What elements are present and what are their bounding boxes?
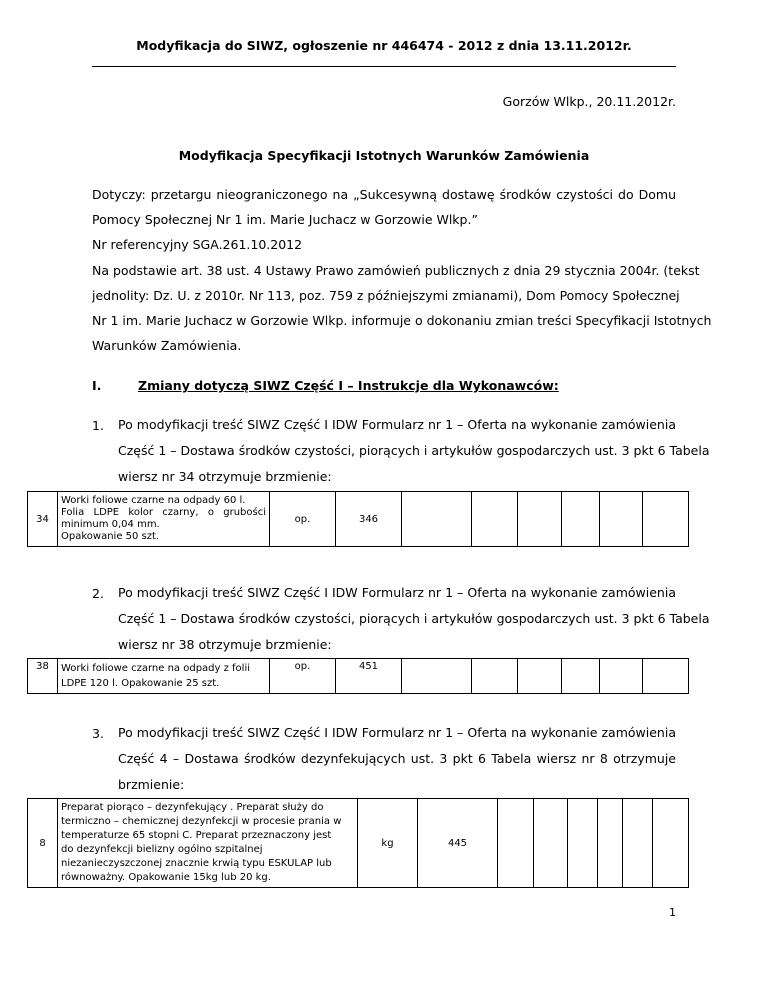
section-number: I. [92,378,102,393]
description-line: LDPE 120 l. Opakowanie 25 szt. [61,678,220,689]
item-line: Część 1 – Dostawa środków czystości, piorących i artykułów gospodarczych ust. 3 pkt 6 Tabela [118,611,710,626]
empty-cell [598,799,623,888]
concerns-line: Pomocy Społecznej Nr 1 im. Marie Juchacz w Gorzowie Wlkp.” [92,212,478,227]
empty-cell [600,659,643,694]
item-number: 1. [92,418,104,433]
basis-line: Na podstawie art. 38 ust. 4 Ustawy Prawo zamówień publicznych z dnia 29 stycznia 2004r. (tekst [92,263,700,278]
empty-cell [562,492,600,547]
description-line: Opakowanie 50 szt. [61,531,160,542]
concerns-line: Dotyczy: przetargu nieograniczonego na „Sukcesywną dostawę środków czystości do Domu [92,187,676,202]
row-description [58,659,270,694]
empty-cell [653,799,689,888]
empty-cell [568,799,598,888]
basis-line: Nr 1 im. Marie Juchacz w Gorzowie Wlkp. informuje o dokonaniu zmian treści Specyfikacji Istotnych [92,313,712,328]
row-lp: 38 [28,659,58,694]
empty-cell [623,799,653,888]
item-line: Po modyfikacji treść SIWZ Część I IDW Formularz nr 1 – Oferta na wykonanie zamówienia [118,417,676,432]
page-number: 1 [669,906,676,919]
row-lp: 34 [28,492,58,547]
row-quantity: 451 [336,659,402,694]
row-lp: 8 [28,799,58,888]
item-text [118,580,710,658]
description-line: Worki foliowe czarne na odpady z folii [61,663,251,674]
item-line: Po modyfikacji treść SIWZ Część I IDW Formularz nr 1 – Oferta na wykonanie zamówienia [118,585,676,600]
description-line: Worki foliowe czarne na odpady 60 l. [61,495,246,506]
description-line: równoważny. Opakowanie 15kg lub 20 kg. [61,872,271,883]
basis-paragraph [92,258,712,358]
empty-cell [402,492,472,547]
description-line: Folia LDPE kolor czarny, o grubości [61,507,266,518]
row-quantity: 346 [336,492,402,547]
description-line: temperaturze 65 stopni C. Preparat przeznaczony jest [61,830,332,841]
empty-cell [498,799,534,888]
description-line: niezanieczyszczonej znacznie krwią typu ESKULAP lub [61,858,332,869]
empty-cell [518,492,562,547]
item-line: brzmienie: [118,777,185,792]
table-row [27,658,689,694]
description-line: termiczno – chemicznej dezynfekcji w procesie prania w [61,816,342,827]
row-description [58,492,270,547]
item-line: wiersz nr 34 otrzymuje brzmienie: [118,469,332,484]
row-unit: kg [358,799,418,888]
concerns-paragraph [92,182,676,257]
table-row [27,491,689,547]
item-line: Po modyfikacji treść SIWZ Część I IDW Formularz nr 1 – Oferta na wykonanie zamówienia [118,725,676,740]
item-line: Część 4 – Dostawa środków dezynfekujących ust. 3 pkt 6 Tabela wiersz nr 8 otrzymuje [118,751,676,766]
document-title: Modyfikacja Specyfikacji Istotnych Warunków Zamówienia [178,148,590,163]
description-line: do dezynfekcji bielizny ogólno szpitalnej [61,844,263,855]
item-number: 2. [92,586,104,601]
description-line: Preparat piorąco – dezynfekujący . Preparat służy do [61,802,324,813]
item-text [118,720,676,798]
empty-cell [402,659,472,694]
empty-cell [534,799,568,888]
row-description [58,799,358,888]
description-line: minimum 0,04 mm. [61,519,160,530]
row-unit: op. [270,659,336,694]
section-title: Zmiany dotyczą SIWZ Część I – Instrukcje dla Wykonawców: [138,378,559,393]
basis-line: jednolity: Dz. U. z 2010r. Nr 113, poz. 759 z późniejszymi zmianami), Dom Pomocy Społecznej [92,288,680,303]
header-divider [92,66,676,67]
table-row [27,798,689,888]
date-line: Gorzów Wlkp., 20.11.2012r. [502,94,676,109]
empty-cell [562,659,600,694]
empty-cell [472,659,518,694]
row-quantity: 445 [418,799,498,888]
item-text [118,412,710,490]
row-unit: op. [270,492,336,547]
item-number: 3. [92,726,104,741]
reference-number: Nr referencyjny SGA.261.10.2012 [92,237,303,252]
empty-cell [518,659,562,694]
item-line: Część 1 – Dostawa środków czystości, piorących i artykułów gospodarczych ust. 3 pkt 6 Tabela [118,443,710,458]
empty-cell [643,492,689,547]
item-line: wiersz nr 38 otrzymuje brzmienie: [118,637,332,652]
empty-cell [643,659,689,694]
basis-line: Warunków Zamówienia. [92,338,242,353]
empty-cell [600,492,643,547]
header-title: Modyfikacja do SIWZ, ogłoszenie nr 446474 - 2012 z dnia 13.11.2012r. [136,38,632,53]
empty-cell [472,492,518,547]
